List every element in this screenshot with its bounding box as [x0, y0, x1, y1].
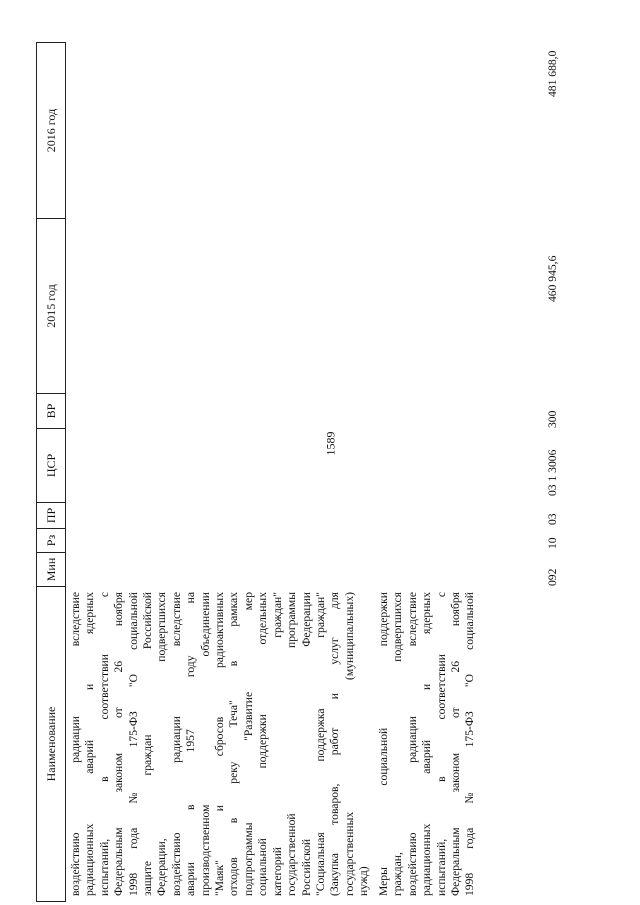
- row1-line: защите граждан Российской: [141, 592, 155, 896]
- header-name: Наименование: [37, 587, 65, 902]
- header-vr: ВР: [37, 394, 65, 429]
- row1-line: радиационных аварий и ядерных: [83, 592, 97, 896]
- row2-line: граждан, подвергшихся: [391, 592, 405, 896]
- row2-line: испытаний, в соответствии с: [434, 592, 448, 896]
- row2-pr: 03: [546, 513, 559, 525]
- row1-line: государственных (муниципальных): [342, 592, 356, 896]
- header-2016: 2016 год: [37, 42, 65, 219]
- row2-line: Федеральным законом от 26 ноября: [449, 592, 463, 896]
- row1-line: Федерации, подвергшихся: [155, 592, 169, 896]
- row1-line: испытаний, в соответствии с: [97, 592, 111, 896]
- row2-2015: 460 945,6: [546, 255, 559, 302]
- header-min: Мин: [37, 553, 65, 587]
- rotated-page: [36, 42, 606, 902]
- row1-line: подпрограммы "Развитие мер: [241, 592, 255, 896]
- row1-line: отходов в реку Теча" в рамках: [227, 592, 241, 896]
- header-2015: 2015 год: [37, 219, 65, 394]
- row2-csr: 03 1 3006: [546, 449, 559, 496]
- row1-description: [69, 592, 372, 896]
- row1-line: воздействию радиации вследствие: [69, 592, 82, 896]
- row2-line: Меры социальной поддержки: [377, 592, 390, 896]
- row1-line: Федеральным законом от 26 ноября: [112, 592, 126, 896]
- row2-line: воздействию радиации вследствие: [405, 592, 419, 896]
- page-number: 1589: [323, 431, 338, 456]
- header-rz: Рз: [37, 529, 65, 553]
- row1-line: государственной программы: [285, 592, 299, 896]
- row1-line: производственном объединении: [198, 592, 212, 896]
- table-header: [36, 42, 66, 902]
- row1-line: "Маяк" и сбросов радиоактивных: [213, 592, 227, 896]
- row2-min: 092: [546, 568, 559, 586]
- row1-line: нужд): [357, 866, 371, 896]
- row1-line: Российской Федерации: [299, 592, 313, 896]
- row1-line: 1998 года № 175-ФЗ "О социальной: [126, 592, 140, 896]
- row1-line: социальной поддержки отдельных: [256, 592, 270, 896]
- row2-line: 1998 года № 175-ФЗ "О социальной: [463, 592, 477, 896]
- row2-vr: 300: [546, 410, 559, 428]
- row1-line: (Закупка товаров, работ и услуг для: [328, 592, 342, 896]
- row2-line: радиационных аварий и ядерных: [420, 592, 434, 896]
- header-csr: ЦСР: [37, 429, 65, 503]
- row1-line: категорий граждан": [270, 592, 284, 896]
- row2-2016: 481 688,0: [546, 50, 559, 97]
- row1-line: "Социальная поддержка граждан": [313, 592, 327, 896]
- row2-rz: 10: [546, 537, 559, 549]
- row2-description: [377, 592, 478, 896]
- row1-line: воздействию радиации вследствие: [169, 592, 183, 896]
- row1-line: аварии в 1957 году на: [184, 592, 198, 896]
- header-pr: ПР: [37, 503, 65, 529]
